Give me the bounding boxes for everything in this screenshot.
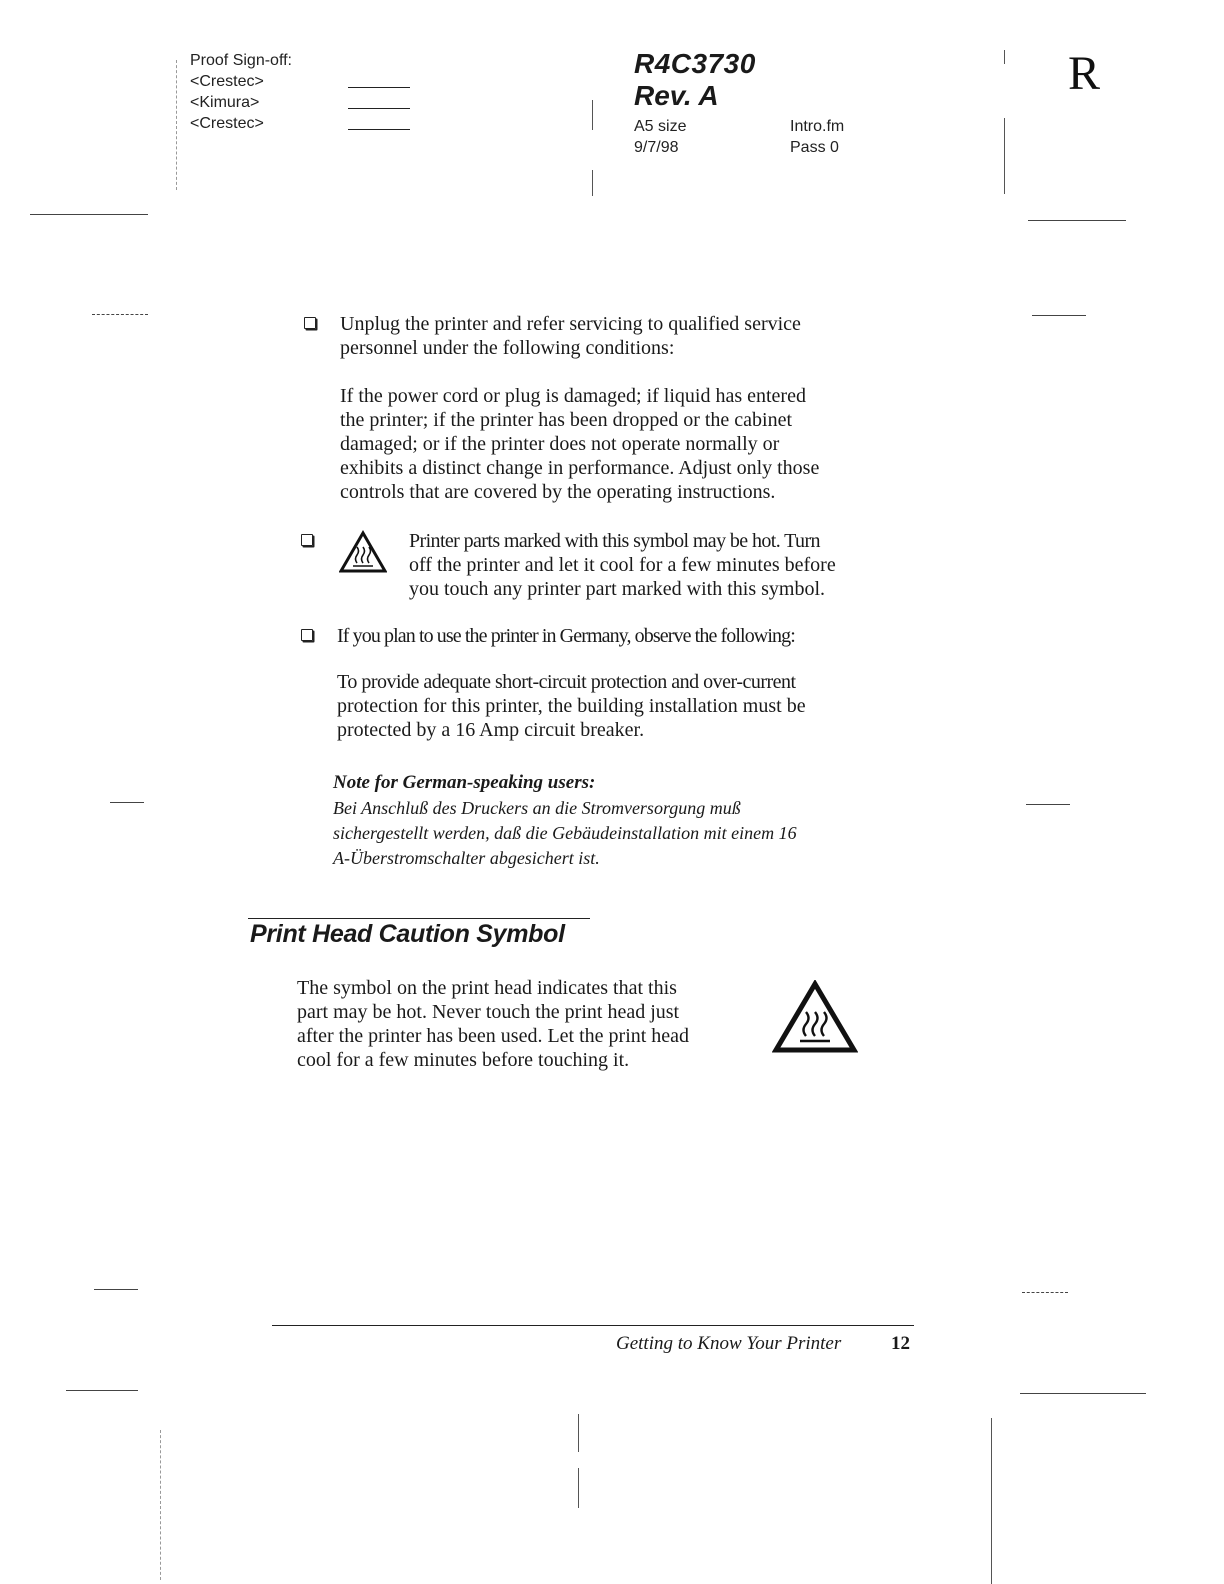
pass-number: Pass 0 (790, 139, 839, 156)
crop-mark (94, 1289, 138, 1290)
damage-conditions-line-4: exhibits a distinct change in performance. Adjust only those (340, 457, 820, 479)
signature-line-2 (348, 108, 410, 109)
proof-name-2: <Kimura> (190, 94, 260, 111)
proof-signoff-label: Proof Sign-off: (190, 52, 292, 69)
germany-intro: If you plan to use the printer in Germany, observe the following: (337, 625, 795, 647)
bullet-checkbox (301, 534, 313, 546)
item-unplug-line-2: personnel under the following conditions: (340, 337, 675, 359)
footer-rule (272, 1325, 914, 1326)
print-head-text-line-4: cool for a few minutes before touching it. (297, 1049, 630, 1071)
crop-mark (578, 1468, 579, 1508)
section-rule (248, 918, 590, 919)
crop-mark (92, 314, 148, 315)
print-head-text-line-1: The symbol on the print head indicates that this (297, 977, 677, 999)
margin-mark: R (1068, 47, 1101, 100)
page-number: 12 (891, 1333, 910, 1354)
crop-mark (1022, 1292, 1068, 1293)
item-unplug-line-1: Unplug the printer and refer servicing to qualified service (340, 313, 801, 335)
crop-mark (66, 1390, 138, 1391)
hot-surface-warning-icon (772, 980, 858, 1054)
circuit-protection-line-1: To provide adequate short-circuit protection and over-current (337, 671, 796, 693)
document-date: 9/7/98 (634, 139, 679, 156)
crop-mark (578, 1414, 579, 1452)
print-head-text-line-3: after the printer has been used. Let the print head (297, 1025, 690, 1047)
header-divider-lower (592, 170, 593, 196)
german-note-line-2: sichergestellt werden, daß die Gebäudeinstallation mit einem 16 (333, 823, 797, 843)
damage-conditions-line-2: the printer; if the printer has been dropped or the cabinet (340, 409, 793, 431)
crop-mark (30, 214, 148, 215)
crop-mark (991, 1418, 992, 1584)
margin-rule-top (1004, 50, 1005, 64)
crop-mark (176, 60, 177, 190)
hot-parts-line-1: Printer parts marked with this symbol may be hot. Turn (409, 530, 820, 552)
hot-surface-warning-icon (339, 530, 387, 574)
signature-line-1 (348, 87, 410, 88)
crop-mark (1028, 220, 1126, 221)
damage-conditions-line-3: damaged; or if the printer does not operate normally or (340, 433, 780, 455)
german-note-title: Note for German-speaking users: (333, 772, 596, 793)
section-heading: Print Head Caution Symbol (250, 920, 565, 948)
crop-mark (1020, 1393, 1146, 1394)
bullet-checkbox (301, 629, 313, 641)
header-divider (592, 100, 593, 130)
hot-parts-line-3: you touch any printer part marked with this symbol. (409, 578, 826, 600)
crop-mark (1032, 315, 1086, 316)
circuit-protection-line-3: protected by a 16 Amp circuit breaker. (337, 719, 645, 741)
print-head-text-line-2: part may be hot. Never touch the print head just (297, 1001, 680, 1023)
damage-conditions-line-5: controls that are covered by the operating instructions. (340, 481, 776, 503)
damage-conditions-line-1: If the power cord or plug is damaged; if liquid has entered (340, 385, 806, 407)
german-note-line-1: Bei Anschluß des Druckers an die Stromversorgung muß (333, 798, 741, 818)
proof-name-1: <Crestec> (190, 73, 264, 90)
footer-chapter-title: Getting to Know Your Printer (616, 1333, 842, 1354)
crop-mark (1026, 804, 1070, 805)
hot-parts-line-2: off the printer and let it cool for a few minutes before (409, 554, 836, 576)
german-note-line-3: A-Überstromschalter abgesichert ist. (333, 848, 600, 868)
circuit-protection-line-2: protection for this printer, the building installation must be (337, 695, 806, 717)
file-name: Intro.fm (790, 118, 845, 135)
margin-rule (1004, 118, 1005, 194)
document-revision: Rev. A (634, 80, 719, 111)
document-code: R4C3730 (634, 48, 756, 79)
signature-line-3 (348, 129, 410, 130)
crop-mark (110, 802, 144, 803)
proof-name-3: <Crestec> (190, 115, 264, 132)
bullet-checkbox (304, 317, 316, 329)
crop-mark (160, 1430, 161, 1580)
page-size: A5 size (634, 118, 687, 135)
